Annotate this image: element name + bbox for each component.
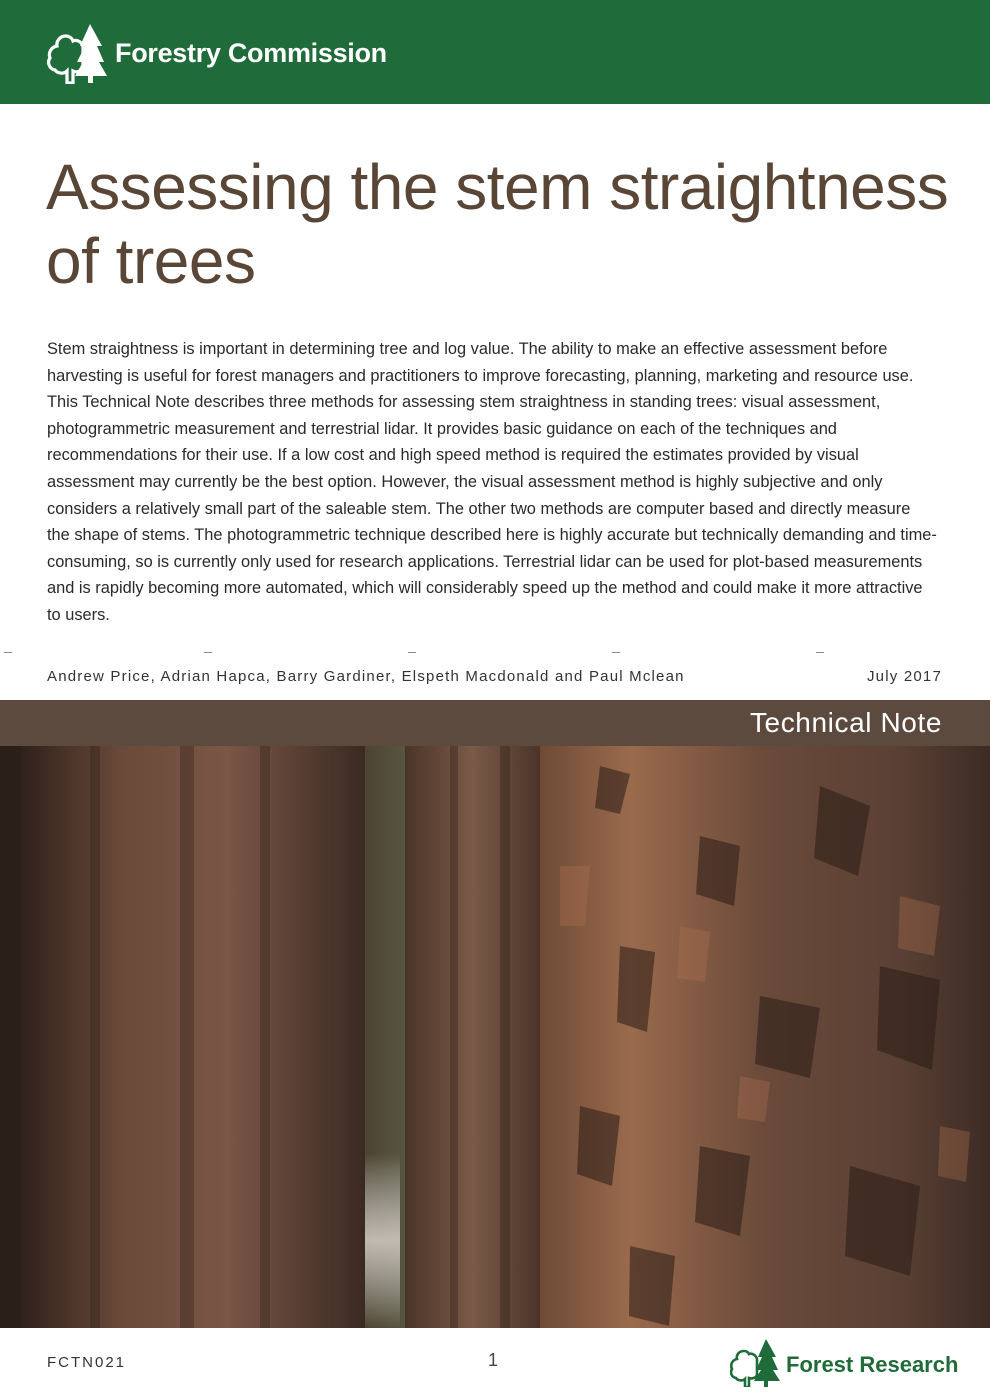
divider-tick (204, 652, 212, 653)
partner-name: Forest Research (786, 1352, 959, 1377)
divider-tick (816, 652, 824, 653)
divider-tick (612, 652, 620, 653)
divider-tick (4, 652, 12, 653)
publication-date: July 2017 (866, 668, 942, 685)
document-code: FCTN021 (47, 1354, 127, 1371)
forest-research-logo-icon (730, 1339, 782, 1387)
divider-tick (408, 652, 416, 653)
abstract-paragraph: Stem straightness is important in determining tree and log value. The ability to make an effective assessment before harvesting is useful for forest managers and practitioners to improve forecasting, planning, marketing and resource use. This Technical Note describes three methods for assessing stem straightness in standing trees: visual assessment, photogrammetric measurement and terrestrial lidar. It provides basic guidance on each of the techniques and recommendations for their use. If a low cost and high speed method is required the estimates provided by visual assessment may currently be the best option. However, the visual assessment method is highly subjective and only considers a relatively small part of the saleable stem. The other two methods are computer based and directly measure the shape of stems. The photogrammetric technique described here is highly accurate but technically demanding and time-consuming, so is currently only used for research applications. Terrestrial lidar can be used for plot-based measurements and is rapidly becoming more automated, which will considerably speed up the method and could make it more attractive to users. (47, 340, 937, 624)
authors-line: Andrew Price, Adrian Hapca, Barry Gardiner, Elspeth Macdonald and Paul Mclean (47, 668, 685, 685)
forestry-commission-logo-icon (46, 22, 110, 84)
organisation-name: Forestry Commission (115, 38, 387, 68)
document-type-label: Technical Note (749, 707, 942, 738)
page-number: 1 (488, 1350, 499, 1370)
cover-photo-tree-bark (0, 746, 990, 1328)
title-line-1: Assessing the stem straightness (46, 151, 949, 223)
header-banner (0, 0, 990, 104)
document-type-band (0, 700, 990, 746)
document-title (46, 150, 956, 298)
title-line-2: of trees (46, 225, 256, 297)
